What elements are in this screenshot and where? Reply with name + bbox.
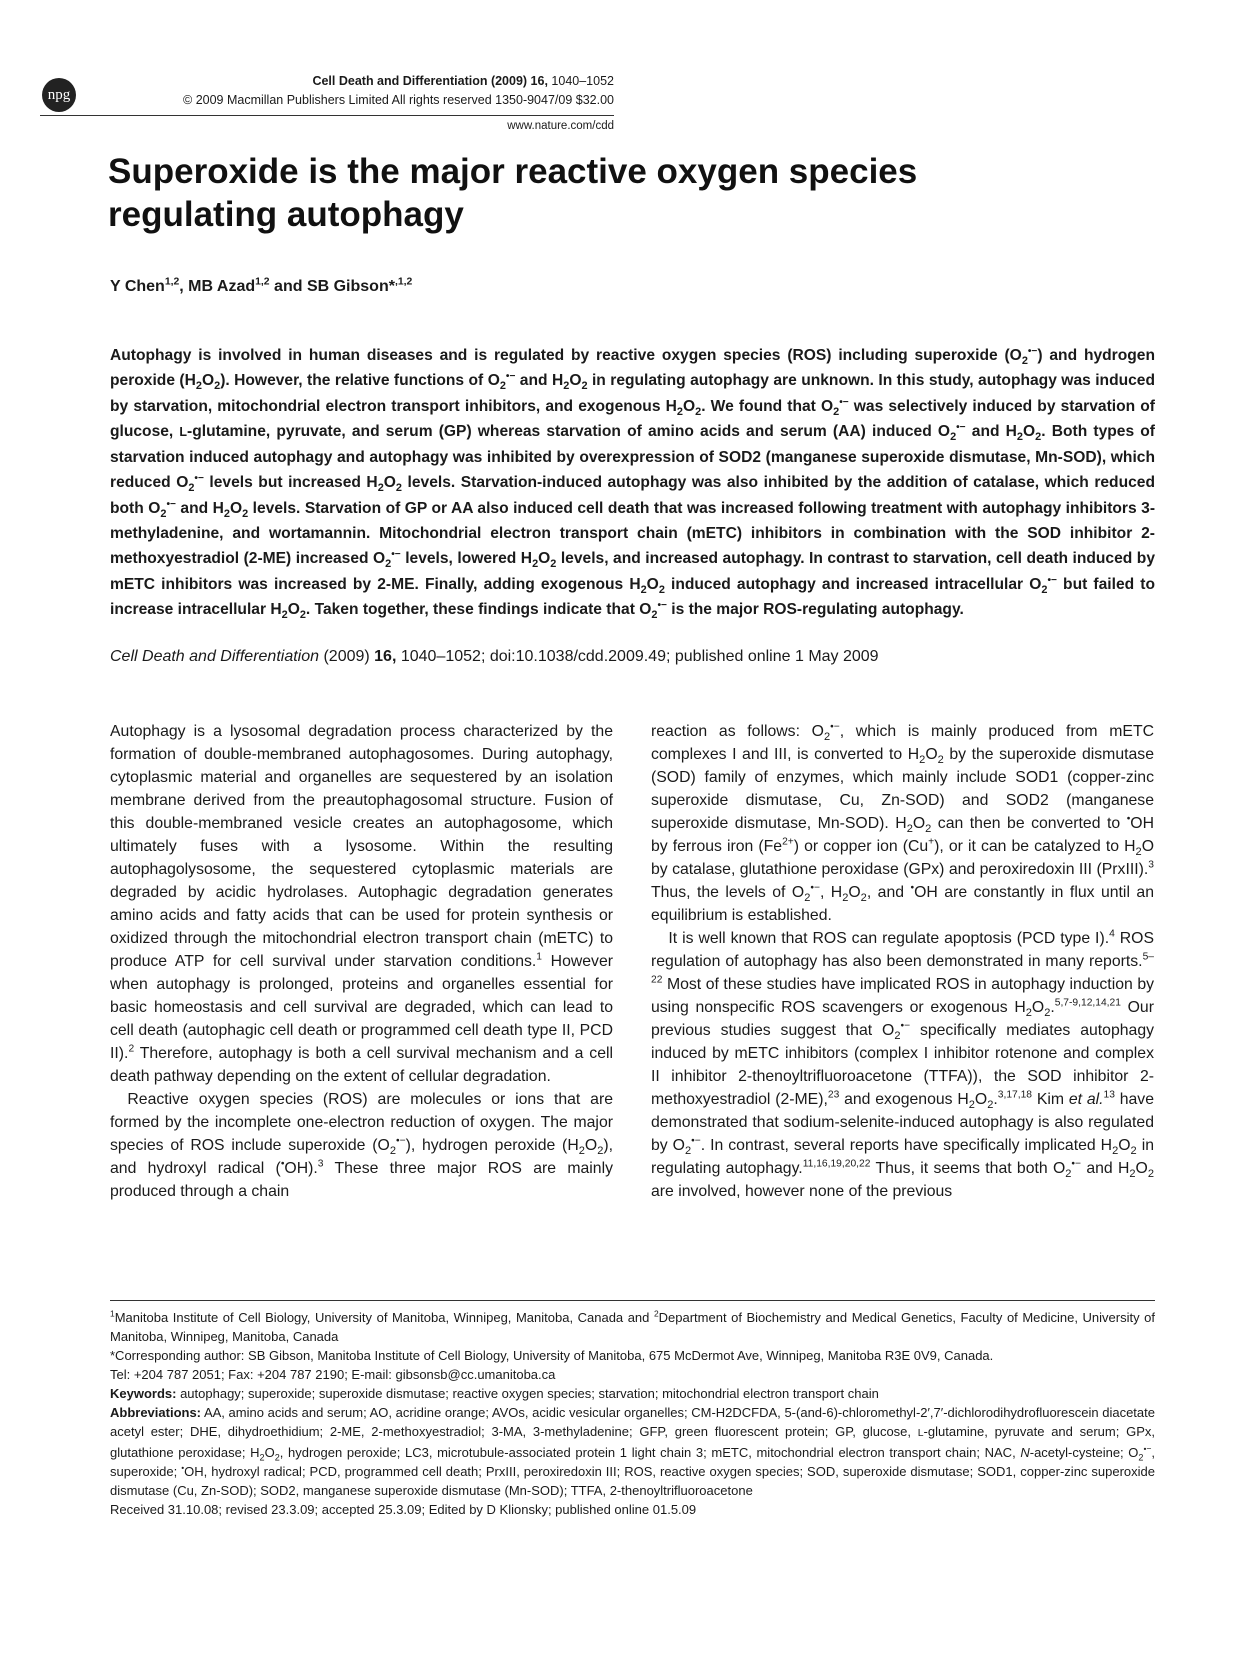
keywords: Keywords: autophagy; superoxide; superoxide dismutase; reactive oxygen species; starvation; mitochondrial electron transport chain (110, 1386, 879, 1401)
body-column-right (651, 720, 1154, 1203)
footnote-rule (110, 1300, 1155, 1301)
journal-website[interactable]: www.nature.com/cdd (507, 120, 614, 132)
npg-logo: npg (42, 78, 76, 112)
paragraph: reaction as follows: $O_2^{•-}$, which is mainly produced from mETC complexes I and III, is converted to $H_2O_2$ by the superoxide dismutase (SOD) family of enzymes, which mainly include SOD1 (copper-zinc superoxide dismutase, Cu, Zn-SOD) and SOD2 (manganese superoxide dismutase, Mn-SOD). $H_2O_2$ can then be converted to •OH by ferrous iron $(Fe^{2+})$ or copper ion (Cu+), or it can be catalyzed to $H_2O$ by catalase, glutathione peroxidase (GPx) and peroxiredoxin III (PrxIII).$^3$ Thus, the levels of $O_2^{•-}$, $H_2O_2$, and •OH are constantly in flux until an equilibrium is established. (651, 721, 1154, 924)
abstract: Autophagy is involved in human diseases and is regulated by reactive oxygen species (ROS) including superoxide $(O_2^{•-})$ and hydrogen peroxide $(H_2O_2)$. However, the relative functions of $O_2^{•-}$ and $H_2O_2$ in regulating autophagy are unknown. In this study, autophagy was induced by starvation, mitochondrial electron transport inhibitors, and exogenous $H_2O_2$. We found that $O_2^{•-}$ was selectively induced by starvation of glucose, L-glutamine, pyruvate, and serum (GP) whereas starvation of amino acids and serum (AA) induced $O_2^{•-}$ and $H_2O_2$. Both types of starvation induced autophagy and autophagy was inhibited by overexpression of SOD2 (manganese superoxide dismutase, Mn-SOD), which reduced $O_2^{•-}$ levels but increased $H_2O_2$ levels. Starvation-induced autophagy was also inhibited by the addition of catalase, which reduced both $O_2^{•-}$ and $H_2O_2$ levels. Starvation of GP or AA also induced cell death that was increased following treatment with autophagy inhibitors 3-methyladenine, and wortamannin. Mitochondrial electron transport chain (mETC) inhibitors in combination with the SOD inhibitor 2-methoxyestradiol (2-ME) increased $O_2^{•-}$ levels, lowered $H_2O_2$ levels, and increased autophagy. In contrast to starvation, cell death induced by mETC inhibitors was increased by 2-ME. Finally, adding exogenous $H_2O_2$ induced autophagy and increased intracellular $O_2^{•-}$ but failed to increase intracellular $H_2O_2$. Taken together, these findings indicate that $O_2^{•-}$ is the major ROS-regulating autophagy. (110, 345, 1156, 622)
contact-info[interactable]: Tel: +204 787 2051; Fax: +204 787 2190; E-mail: gibsonsb@cc.umanitoba.ca (110, 1367, 556, 1382)
body-column-left (110, 720, 613, 1203)
copyright-line: © 2009 Macmillan Publishers Limited All rights reserved 1350-9047/09 $32.00 (183, 93, 614, 107)
article-citation: Cell Death and Differentiation (2009) 16, 1040–1052; doi:10.1038/cdd.2009.49; published online 1 May 2009 (110, 648, 879, 665)
header-rule (40, 115, 614, 116)
abbreviations: Abbreviations: AA, amino acids and serum; AO, acridine orange; AVOs, acidic vesicular organelles; CM-H2DCFDA, 5-(and-6)-chloromethyl-2′,7′-dichlorodihydrofluorescein diacetate acetyl ester; DHE, dihydroethidium; 2-ME, 2-methoxyestradiol; 3-MA, 3-methyladenine; GFP, green fluorescent protein; GP, glucose, L-glutamine, pyruvate and serum; GPx, glutathione peroxidase; $H_2O_2$, hydrogen peroxide; LC3, microtubule-associated protein 1 light chain 3; mETC, mitochondrial electron transport chain; NAC, N-acetyl-cysteine; $O_2^{•-}$, superoxide; •OH, hydroxyl radical; PCD, programmed cell death; PrxIII, peroxiredoxin III; ROS, reactive oxygen species; SOD, superoxide dismutase; SOD1, copper-zinc superoxide dismutase (Cu, Zn-SOD); SOD2, manganese superoxide dismutase (Mn-SOD); TTFA, 2-thenoyltrifluoroacetone (110, 1405, 1156, 1498)
journal-header: Cell Death and Differentiation (2009) 16, 1040–1052 (312, 74, 614, 88)
paragraph: Autophagy is a lysosomal degradation process characterized by the formation of double-membraned autophagosomes. During autophagy, cytoplasmic material and organelles are sequestered by an isolation membrane derived from the preautophagosomal structure. Fusion of this double-membraned vesicle creates an autophagosome, which ultimately fuses with a lysosome. Within the resulting autophagolysosome, the sequestered cytoplasmic materials are degraded by acidic hydrolases. Autophagic degradation generates amino acids and fatty acids that can be used for protein synthesis or oxidized through the mitochondrial electron transport chain (mETC) to produce ATP for cell survival under starvation conditions.$^1$ However when autophagy is prolonged, proteins and organelles essential for basic homeostasis and cell survival are degraded, which can lead to cell death (autophagic cell death or programmed cell death type II, PCD II).$^2$ Therefore, autophagy is both a cell survival mechanism and a cell death pathway depending on the extent of cellular degradation. (110, 723, 613, 1085)
paragraph: It is well known that ROS can regulate apoptosis (PCD type I).$^4$ ROS regulation of autophagy has also been demonstrated in many reports.$^{5-22}$ Most of these studies have implicated ROS in autophagy induction by using nonspecific ROS scavengers or exogenous $H_2O_2.^{5,7-9,12,14,21}$ Our previous studies suggest that $O_2^{•-}$ specifically mediates autophagy induced by mETC inhibitors (complex I inhibitor rotenone and complex II inhibitor 2-thenoyltrifluoroacetone (TTFA)), the SOD inhibitor 2-methoxyestradiol (2-ME),$^{23}$ and exogenous $H_2O_2.^{3,17,18}$ Kim et al.$^{13}$ have demonstrated that sodium-selenite-induced autophagy is also regulated by $O_2^{•-}$. In contrast, several reports have specifically implicated $H_2O_2$ in regulating autophagy.$^{11,16,19,20,22}$ Thus, it seems that both $O_2^{•-}$ and $H_2O_2$ are involved, however none of the previous (651, 928, 1155, 1200)
received-dates: Received 31.10.08; revised 23.3.09; accepted 25.3.09; Edited by D Klionsky; published online 01.5.09 (110, 1502, 697, 1517)
corresponding-author: *Corresponding author: SB Gibson, Manitoba Institute of Cell Biology, University of Manitoba, 675 McDermot Ave, Winnipeg, Manitoba R3E 0V9, Canada. (110, 1348, 994, 1363)
article-title: Superoxide is the major reactive oxygen species regulating autophagy (108, 152, 918, 234)
journal-pages: 1040–1052 (551, 74, 614, 88)
author-list: Y Chen$^{1,2}$, MB Azad$^{1,2}$ and SB Gibson*$^{,1,2}$ (110, 276, 413, 295)
footnotes (110, 1308, 1155, 1519)
paragraph: Reactive oxygen species (ROS) are molecules or ions that are formed by the incomplete one-electron reduction of oxygen. The major species of ROS include superoxide $(O_2^{•-})$, hydrogen peroxide $(H_2O_2)$, and hydroxyl radical (•OH).$^3$ These three major ROS are mainly produced through a chain (110, 1091, 614, 1200)
affiliations: $^1$Manitoba Institute of Cell Biology, University of Manitoba, Winnipeg, Manitoba, Canada and $^2$Department of Biochemistry and Medical Genetics, Faculty of Medicine, University of Manitoba, Winnipeg, Manitoba, Canada (110, 1308, 1155, 1344)
